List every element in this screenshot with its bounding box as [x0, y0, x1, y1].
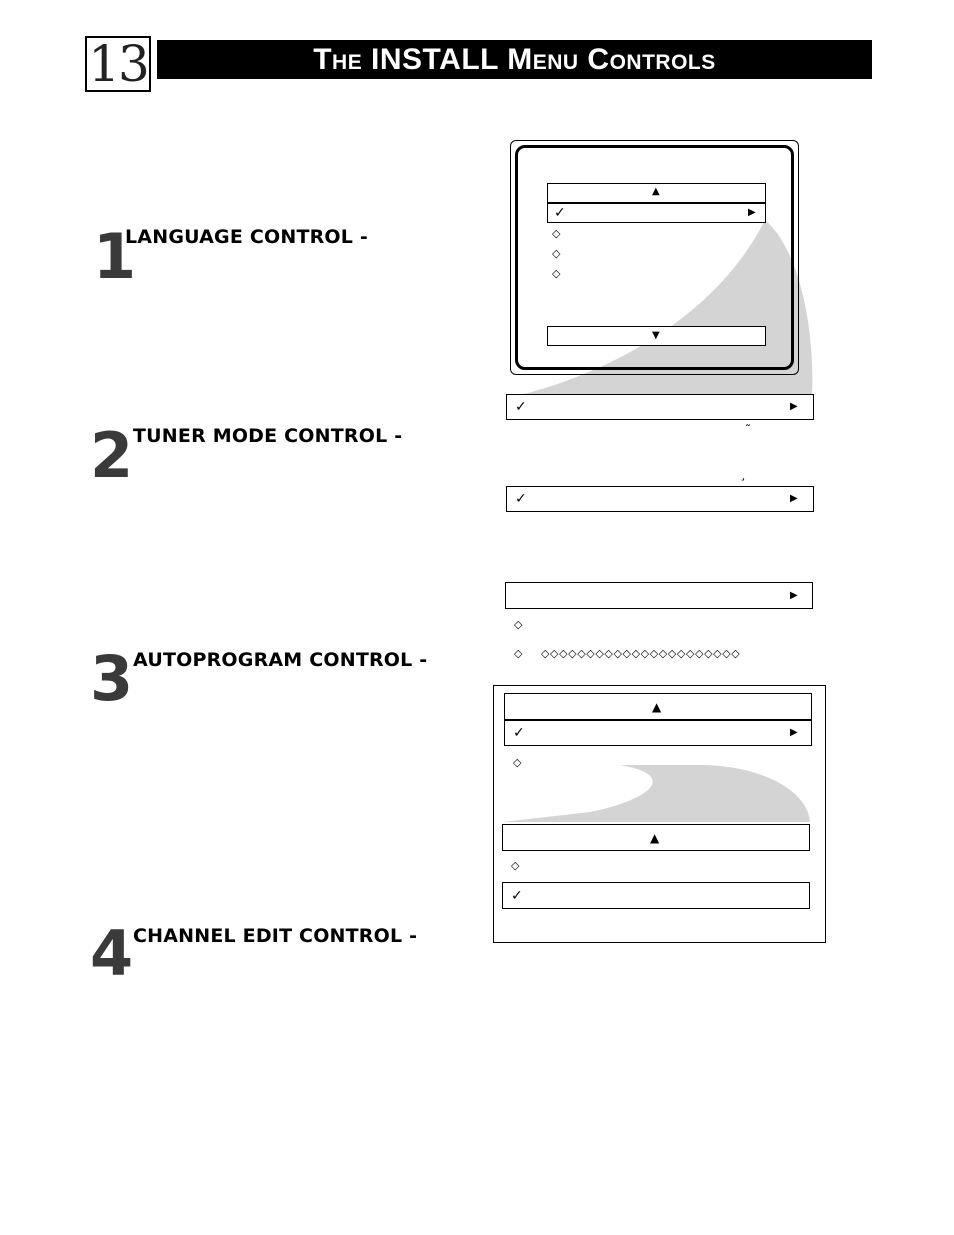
- step-3-heading: AUTOPROGRAM CONTROL -: [133, 649, 428, 671]
- menu-scroll-up-bar[interactable]: [547, 183, 766, 203]
- check-icon: ✓: [515, 399, 527, 415]
- check-icon: ✓: [515, 491, 527, 507]
- page-number: 13: [85, 36, 151, 92]
- channel-list-scroll-up-bar[interactable]: [502, 824, 810, 851]
- arrow-up-icon: ▲: [652, 700, 662, 714]
- diamond-icon[interactable]: ◇: [513, 756, 522, 769]
- check-icon: ✓: [513, 725, 525, 741]
- check-icon: ✓: [554, 205, 566, 221]
- diamond-icon[interactable]: ◇: [514, 618, 523, 631]
- arrow-up-icon: ▲: [650, 831, 660, 845]
- step-2-number: 2: [90, 419, 131, 492]
- page-title: The INSTALL Menu Controls: [157, 40, 872, 79]
- diamond-icon[interactable]: ◇: [514, 647, 523, 660]
- arrow-up-icon: ▲: [652, 186, 660, 197]
- step-1-number: 1: [93, 220, 134, 293]
- step-4-number: 4: [90, 917, 131, 990]
- arrow-right-icon: ▶: [790, 401, 798, 412]
- diamond-icon[interactable]: ◇: [552, 267, 561, 280]
- step-1-heading: LANGUAGE CONTROL -: [125, 226, 368, 248]
- tilde-mark: ˜: [745, 423, 751, 437]
- language-menu-bar[interactable]: [506, 394, 814, 420]
- channel-edit-scroll-up-bar[interactable]: [504, 693, 812, 720]
- cedilla-mark: ¸: [740, 467, 746, 481]
- arrow-right-icon: ▶: [748, 207, 756, 218]
- step-2-heading: TUNER MODE CONTROL -: [133, 425, 403, 447]
- arrow-right-icon: ▶: [790, 493, 798, 504]
- menu-item-selected[interactable]: [547, 203, 766, 223]
- step-4-heading: CHANNEL EDIT CONTROL -: [133, 925, 418, 947]
- tuner-mode-menu-bar[interactable]: [506, 486, 814, 512]
- progress-diamond-row: ◇◇◇◇◇◇◇◇◇◇◇◇◇◇◇◇◇◇◇◇◇◇: [541, 647, 741, 660]
- channel-edit-selected-item[interactable]: [504, 720, 812, 746]
- step-3-number: 3: [90, 642, 131, 715]
- arrow-right-icon: ▶: [790, 727, 798, 738]
- diamond-icon[interactable]: ◇: [511, 859, 520, 872]
- diamond-icon[interactable]: ◇: [552, 247, 561, 260]
- menu-scroll-down-bar[interactable]: [547, 326, 766, 346]
- channel-list-checked-item[interactable]: [502, 882, 810, 909]
- autoprogram-menu-bar[interactable]: [505, 582, 813, 609]
- arrow-right-icon: ▶: [790, 590, 798, 601]
- arrow-down-icon: ▼: [652, 330, 660, 341]
- check-icon: ✓: [511, 888, 523, 904]
- diamond-icon[interactable]: ◇: [552, 227, 561, 240]
